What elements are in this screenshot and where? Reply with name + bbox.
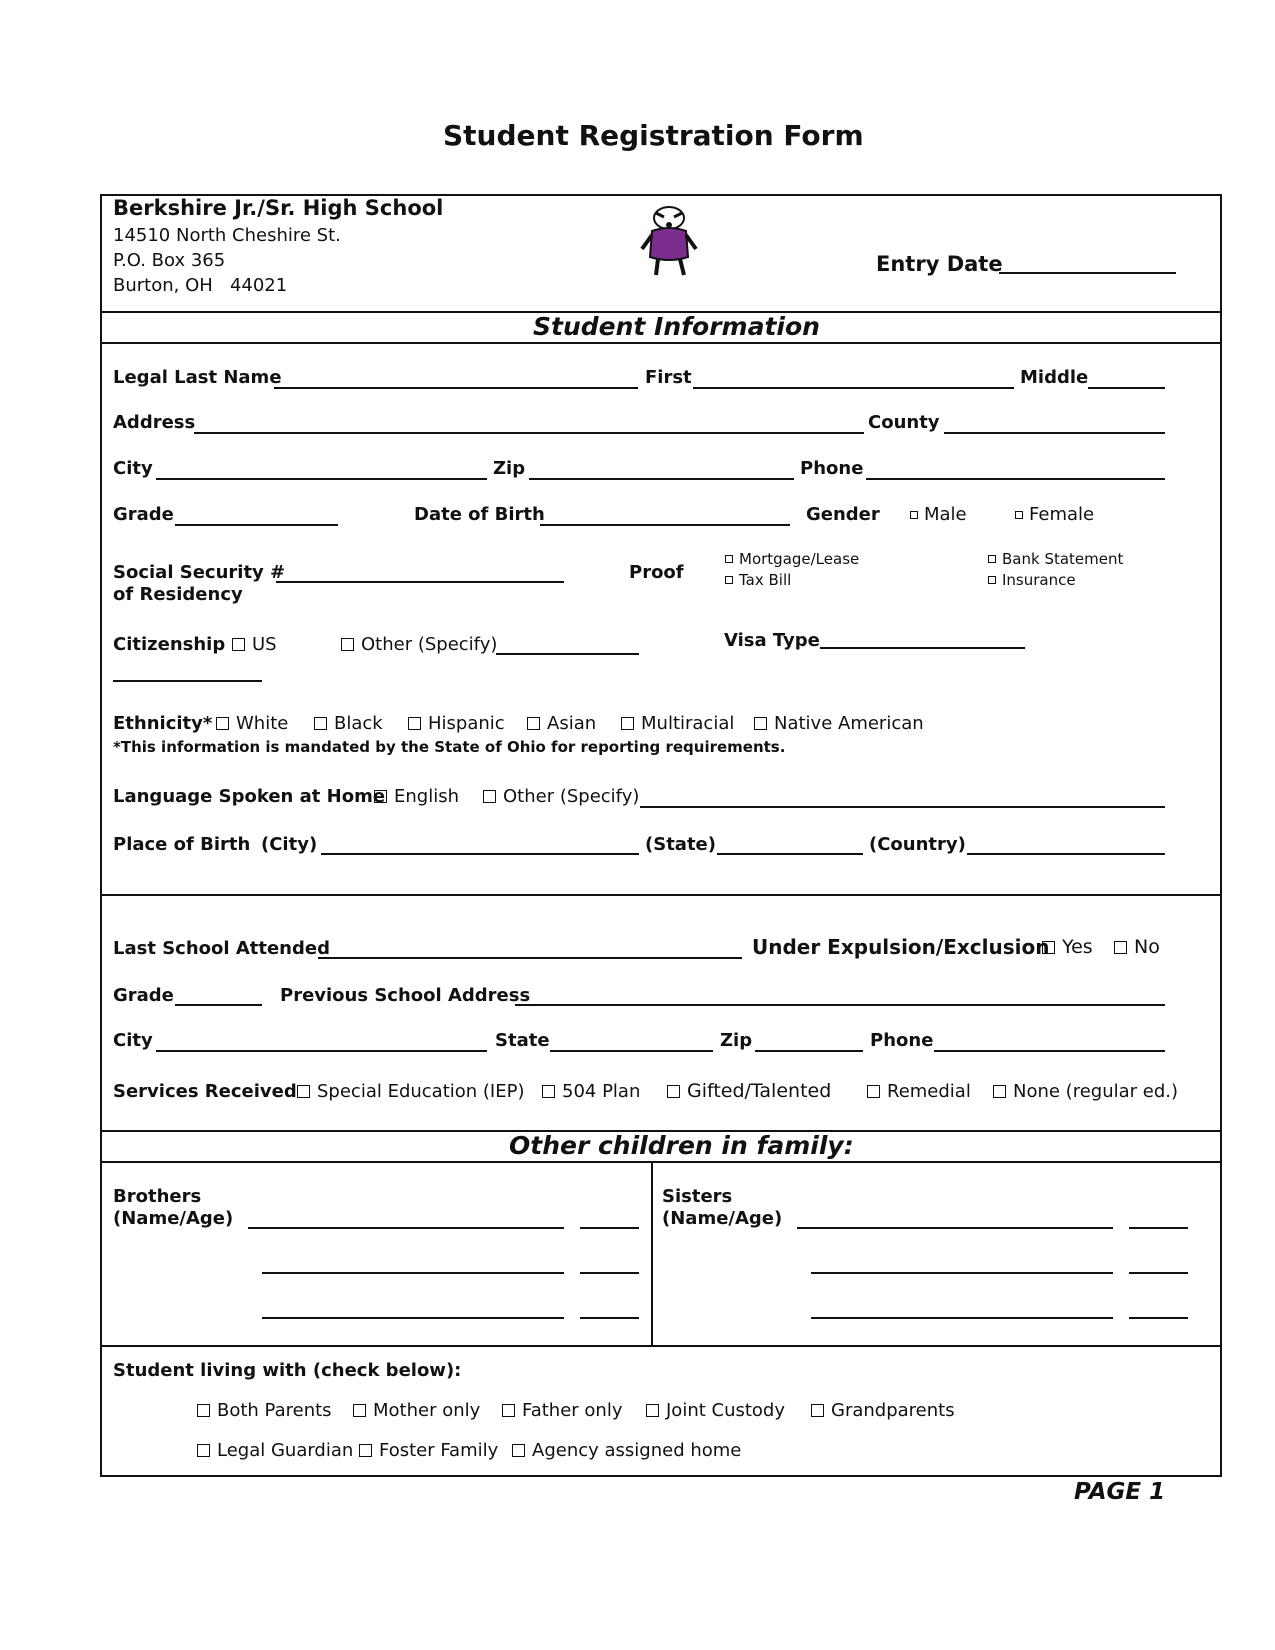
zip2-field[interactable] — [755, 1050, 863, 1052]
middle-name-field[interactable] — [1088, 387, 1165, 389]
school-name: Berkshire Jr./Sr. High School — [113, 196, 444, 220]
brother-age-field[interactable] — [580, 1317, 639, 1319]
checkbox[interactable] — [754, 717, 767, 730]
brother-name-field[interactable] — [248, 1227, 564, 1229]
ethnicity-hispanic-option[interactable]: Hispanic — [408, 713, 505, 734]
address-field[interactable] — [194, 432, 864, 434]
page-number: PAGE 1 — [1074, 1479, 1166, 1505]
checkbox[interactable] — [867, 1085, 880, 1098]
phone2-label: Phone — [870, 1030, 934, 1051]
services-remedial-option[interactable]: Remedial — [867, 1081, 971, 1102]
checkbox[interactable] — [988, 555, 996, 563]
school-address: 14510 North Cheshire St. — [113, 225, 341, 246]
brothers-name-age-label: (Name/Age) — [113, 1208, 234, 1229]
brothers-label: Brothers — [113, 1186, 202, 1207]
checkbox[interactable] — [1015, 511, 1023, 519]
divider — [100, 1345, 1222, 1347]
gender-female-option[interactable]: Female — [1015, 504, 1094, 525]
language-english-option[interactable]: English — [374, 786, 459, 807]
city-label: City — [113, 458, 153, 479]
checkbox[interactable] — [811, 1404, 824, 1417]
checkbox[interactable] — [527, 717, 540, 730]
dob-field[interactable] — [540, 524, 790, 526]
checkbox[interactable] — [646, 1404, 659, 1417]
citizenship-label: Citizenship — [113, 634, 226, 655]
brother-age-field[interactable] — [580, 1227, 639, 1229]
proof-mortgage-option[interactable]: Mortgage/Lease — [725, 550, 859, 568]
place-of-birth-label: Place of Birth — [113, 834, 251, 855]
prev-school-address-field[interactable] — [515, 1004, 1165, 1006]
checkbox[interactable] — [512, 1444, 525, 1457]
divider — [100, 342, 1222, 344]
living-foster-family-option[interactable]: Foster Family — [359, 1440, 498, 1461]
checkbox[interactable] — [988, 576, 996, 584]
sisters-name-age-label: (Name/Age) — [662, 1208, 783, 1229]
checkbox[interactable] — [725, 555, 733, 563]
entry-date-label: Entry Date — [876, 252, 1003, 276]
school-city: Burton, OH 44021 — [113, 275, 288, 296]
county-label: County — [868, 412, 940, 433]
checkbox[interactable] — [297, 1085, 310, 1098]
checkbox[interactable] — [542, 1085, 555, 1098]
expulsion-no-option[interactable]: No — [1114, 936, 1160, 958]
state2-label: State — [495, 1030, 550, 1051]
citizenship-other-field-continued[interactable] — [113, 680, 262, 682]
language-other-field[interactable] — [640, 806, 1165, 808]
grade-label: Grade — [113, 504, 174, 525]
citizenship-other-field[interactable] — [496, 653, 639, 655]
checkbox[interactable] — [197, 1404, 210, 1417]
checkbox[interactable] — [993, 1085, 1006, 1098]
prev-school-address-label: Previous School Address — [280, 985, 531, 1006]
pob-country-label: (Country) — [869, 834, 966, 855]
divider — [100, 1161, 1222, 1163]
address-label: Address — [113, 412, 196, 433]
state2-field[interactable] — [550, 1050, 713, 1052]
language-label: Language Spoken at Home — [113, 786, 386, 807]
sister-age-field[interactable] — [1129, 1317, 1188, 1319]
brother-name-field[interactable] — [262, 1317, 564, 1319]
pob-state-field[interactable] — [717, 853, 863, 855]
phone2-field[interactable] — [934, 1050, 1165, 1052]
citizenship-other-option[interactable]: Other (Specify) — [341, 634, 497, 655]
pob-state-label: (State) — [645, 834, 716, 855]
ethnicity-multiracial-option[interactable]: Multiracial — [621, 713, 734, 734]
city2-field[interactable] — [156, 1050, 487, 1052]
citizenship-us-option[interactable]: US — [232, 634, 277, 655]
ethnicity-asian-option[interactable]: Asian — [527, 713, 596, 734]
entry-date-field[interactable] — [999, 272, 1176, 274]
ethnicity-label: Ethnicity* — [113, 713, 213, 734]
checkbox[interactable] — [314, 717, 327, 730]
zip-label: Zip — [493, 458, 526, 479]
living-with-label: Student living with (check below): — [113, 1360, 462, 1381]
checkbox[interactable] — [483, 790, 496, 803]
pob-country-field[interactable] — [967, 853, 1165, 855]
checkbox[interactable] — [341, 638, 354, 651]
ethnicity-note: *This information is mandated by the State of Ohio for reporting requirements. — [113, 738, 786, 756]
dob-label: Date of Birth — [414, 504, 545, 525]
middle-name-label: Middle — [1020, 367, 1089, 388]
grade2-field[interactable] — [175, 1004, 262, 1006]
section-header-student-info: Student Information — [533, 312, 820, 341]
living-agency-home-option[interactable]: Agency assigned home — [512, 1440, 741, 1461]
page-title: Student Registration Form — [443, 119, 864, 152]
zip2-label: Zip — [720, 1030, 753, 1051]
proof-label: Proof — [629, 562, 684, 583]
living-both-parents-option[interactable]: Both Parents — [197, 1400, 332, 1421]
grade-field[interactable] — [175, 524, 338, 526]
checkbox[interactable] — [725, 576, 733, 584]
ethnicity-native-american-option[interactable]: Native American — [754, 713, 924, 734]
city2-label: City — [113, 1030, 153, 1051]
proof-insurance-option[interactable]: Insurance — [988, 571, 1076, 589]
services-gifted-option[interactable]: Gifted/Talented — [667, 1080, 831, 1102]
legal-last-name-label: Legal Last Name — [113, 367, 282, 388]
checkbox[interactable] — [408, 717, 421, 730]
sister-name-field[interactable] — [811, 1272, 1113, 1274]
sister-name-field[interactable] — [797, 1227, 1113, 1229]
phone-label: Phone — [800, 458, 864, 479]
checkbox[interactable] — [910, 511, 918, 519]
zip-field[interactable] — [529, 478, 794, 480]
living-joint-custody-option[interactable]: Joint Custody — [646, 1400, 785, 1421]
checkbox[interactable] — [359, 1444, 372, 1457]
gender-male-option[interactable]: Male — [910, 504, 967, 525]
services-label: Services Received — [113, 1081, 297, 1102]
checkbox[interactable] — [1114, 941, 1127, 954]
visa-type-field[interactable] — [820, 647, 1025, 649]
legal-last-name-field[interactable] — [274, 387, 638, 389]
section-header-other-children: Other children in family: — [509, 1131, 854, 1160]
pob-city-label: (City) — [261, 834, 318, 855]
living-legal-guardian-option[interactable]: Legal Guardian — [197, 1440, 353, 1461]
of-residency-label: of Residency — [113, 584, 243, 605]
checkbox[interactable] — [216, 717, 229, 730]
brother-age-field[interactable] — [580, 1272, 639, 1274]
phone-field[interactable] — [866, 478, 1165, 480]
brother-name-field[interactable] — [262, 1272, 564, 1274]
divider — [100, 894, 1222, 896]
sister-name-field[interactable] — [811, 1317, 1113, 1319]
sister-age-field[interactable] — [1129, 1227, 1188, 1229]
checkbox[interactable] — [353, 1404, 366, 1417]
proof-bank-statement-option[interactable]: Bank Statement — [988, 550, 1123, 568]
ssn-field[interactable] — [276, 581, 564, 583]
checkbox[interactable] — [1042, 941, 1055, 954]
pob-city-field[interactable] — [321, 853, 639, 855]
city-field[interactable] — [156, 478, 487, 480]
sisters-label: Sisters — [662, 1186, 733, 1207]
checkbox[interactable] — [197, 1444, 210, 1457]
living-mother-only-option[interactable]: Mother only — [353, 1400, 480, 1421]
services-iep-option[interactable]: Special Education (IEP) — [297, 1081, 525, 1102]
sister-age-field[interactable] — [1129, 1272, 1188, 1274]
badger-mascot-icon — [638, 203, 700, 279]
last-school-label: Last School Attended — [113, 938, 330, 959]
living-grandparents-option[interactable]: Grandparents — [811, 1400, 955, 1421]
divider — [651, 1161, 653, 1345]
visa-type-label: Visa Type — [724, 630, 820, 651]
checkbox[interactable] — [232, 638, 245, 651]
first-name-label: First — [645, 367, 692, 388]
last-school-field[interactable] — [318, 957, 742, 959]
proof-tax-bill-option[interactable]: Tax Bill — [725, 571, 791, 589]
checkbox[interactable] — [621, 717, 634, 730]
checkbox[interactable] — [374, 790, 387, 803]
checkbox[interactable] — [667, 1085, 680, 1098]
grade2-label: Grade — [113, 985, 174, 1006]
expulsion-yes-option[interactable]: Yes — [1042, 936, 1093, 958]
services-none-option[interactable]: None (regular ed.) — [993, 1081, 1178, 1102]
first-name-field[interactable] — [693, 387, 1014, 389]
services-504-option[interactable]: 504 Plan — [542, 1081, 640, 1102]
ethnicity-white-option[interactable]: White — [216, 713, 288, 734]
school-po-box: P.O. Box 365 — [113, 250, 226, 271]
expulsion-label: Under Expulsion/Exclusion — [752, 935, 1050, 959]
language-other-option[interactable]: Other (Specify) — [483, 786, 639, 807]
checkbox[interactable] — [502, 1404, 515, 1417]
living-father-only-option[interactable]: Father only — [502, 1400, 622, 1421]
gender-label: Gender — [806, 504, 880, 525]
county-field[interactable] — [944, 432, 1165, 434]
ssn-label: Social Security # — [113, 562, 286, 583]
ethnicity-black-option[interactable]: Black — [314, 713, 383, 734]
